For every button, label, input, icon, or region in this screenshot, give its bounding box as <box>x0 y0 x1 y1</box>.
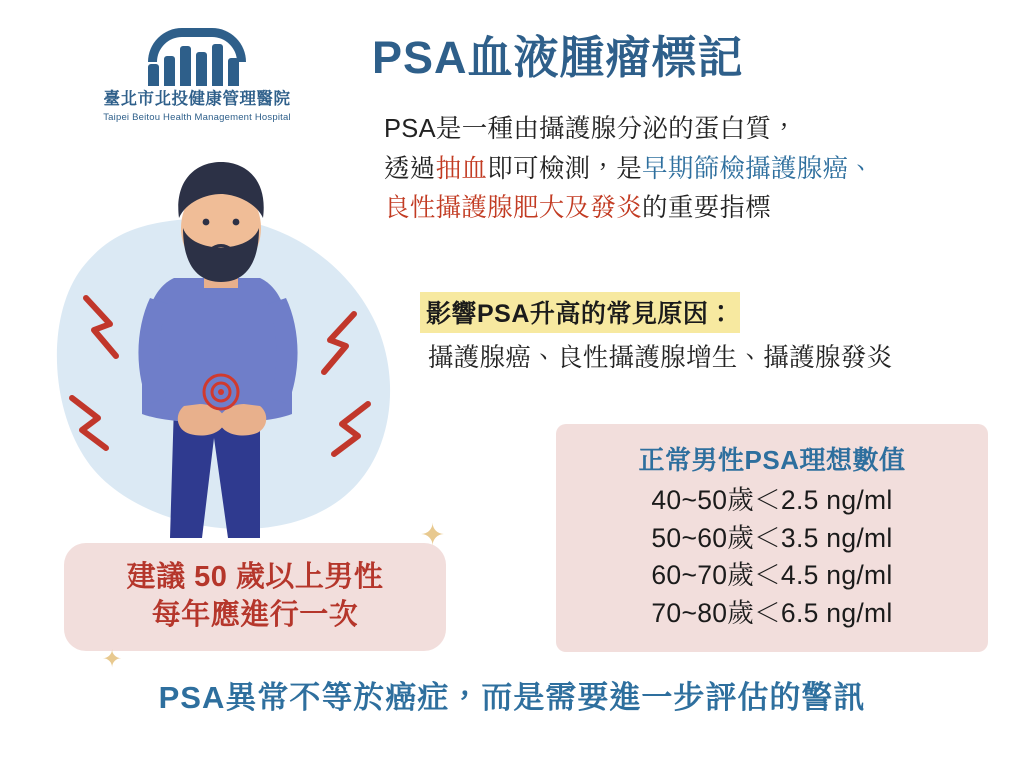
values-card-title: 正常男性PSA理想數值 <box>638 445 906 475</box>
list-item: 70~80歲＜6.5 ng/ml <box>651 597 893 628</box>
intro-paragraph <box>384 110 1004 229</box>
sparkle-icon: ✦ <box>420 519 446 552</box>
values-list <box>556 482 988 633</box>
man-with-pelvic-pain-illustration <box>24 118 424 558</box>
advice-callout <box>64 543 446 651</box>
intro-highlight-screening: 早期篩檢攝護腺癌、 <box>642 154 875 183</box>
intro-highlight-blood-draw: 抽血 <box>435 154 488 183</box>
list-item: 50~60歲＜3.5 ng/ml <box>651 522 893 553</box>
list-item: 60~70歲＜4.5 ng/ml <box>651 560 893 591</box>
causes-heading: 影響PSA升高的常見原因： <box>420 292 740 333</box>
intro-line2-a: 透過 <box>384 154 436 183</box>
causes-list: 攝護腺癌、良性攝護腺增生、攝護腺發炎 <box>428 344 893 372</box>
footer-message: PSA異常不等於癌症，而是需要進一步評估的警訊 <box>158 680 866 715</box>
psa-reference-values-card <box>556 424 988 652</box>
hospital-building-logo-icon <box>142 28 252 86</box>
page-title: PSA血液腫瘤標記 <box>372 32 744 83</box>
list-item: 40~50歲＜2.5 ng/ml <box>651 485 893 515</box>
intro-line2-c: 即可檢測，是 <box>487 154 643 183</box>
intro-line3-b: 的重要指標 <box>642 194 772 223</box>
logo-name-zh: 臺北市北投健康管理醫院 <box>103 90 291 108</box>
sparkle-icon: ✦ <box>102 646 123 673</box>
intro-line1: PSA是一種由攝護腺分泌的蛋白質， <box>384 115 798 143</box>
advice-line2: 每年應進行一次 <box>151 599 359 631</box>
logo-name-en: Taipei Beitou Health Management Hospital <box>103 111 291 123</box>
advice-line1: 建議 50 歲以上男性 <box>126 561 384 594</box>
intro-highlight-bph: 良性攝護腺肥大及發炎 <box>384 194 643 223</box>
